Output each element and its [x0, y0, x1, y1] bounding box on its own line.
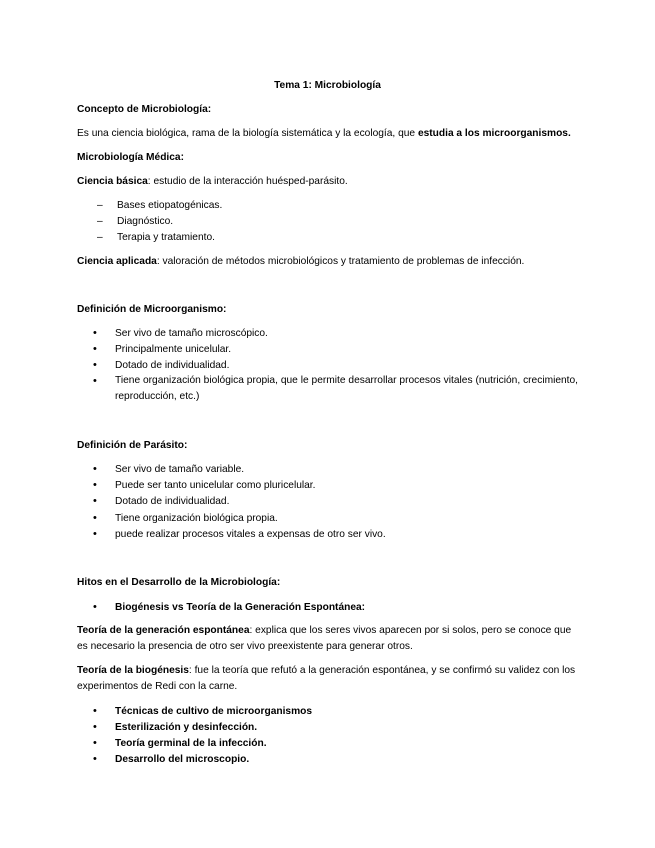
aplicada-paragraph [77, 255, 524, 268]
dash-marker: – [97, 216, 103, 227]
dash-marker: – [97, 232, 103, 243]
list-item-text: Diagnóstico. [117, 216, 174, 227]
list-item-text: Biogénesis vs Teoría de la Generación Espontánea: [115, 602, 366, 613]
basica-label: Ciencia básica [77, 176, 148, 187]
bullet-marker: • [93, 737, 97, 749]
bullet-marker: • [93, 601, 97, 613]
biogenesis-label: Teoría de la biogénesis [77, 665, 189, 676]
list-item-text: Teoría germinal de la infección. [115, 738, 267, 749]
list-item-text: Esterilización y desinfección. [115, 722, 258, 733]
concepto-text: Es una ciencia biológica, rama de la biología sistemática y la ecología, que [77, 128, 416, 139]
list-item-text: Puede ser tanto unicelular como pluricelular. [115, 480, 316, 491]
bullet-marker: • [93, 495, 97, 507]
list-item-text: Ser vivo de tamaño variable. [115, 464, 245, 475]
bullet-marker: • [93, 753, 97, 765]
dash-marker: – [97, 200, 103, 211]
list-item-text: Terapia y tratamiento. [117, 232, 215, 243]
espontanea-paragraph [77, 623, 578, 655]
espontanea-label: Teoría de la generación espontánea [77, 625, 250, 636]
aplicada-label: Ciencia aplicada [77, 256, 157, 267]
bullet-marker: • [93, 463, 97, 475]
concepto-bold: estudia a los microorganismos. [417, 128, 571, 139]
list-item-text: Principalmente unicelular. [115, 344, 232, 355]
hitos-heading: Hitos en el Desarrollo de la Microbiología: [77, 577, 281, 588]
espontanea-text: : explica que los seres vivos aparecen por si solos, pero se conoce que es necesario la presencia de otro ser vivo preexistente para generar otros. [77, 625, 572, 652]
list-item-text: Tiene organización biológica propia. [115, 513, 278, 524]
bullet-marker: • [93, 479, 97, 491]
bullet-marker: • [93, 721, 97, 733]
list-item-text: Dotado de individualidad. [115, 496, 230, 507]
list-item-text: Ser vivo de tamaño microscópico. [115, 328, 268, 339]
list-item [97, 199, 222, 212]
basica-text: : estudio de la interacción huésped-parásito. [147, 176, 348, 187]
bullet-marker: • [93, 705, 97, 717]
page-title: Tema 1: Microbiología [274, 80, 381, 91]
bullet-marker: • [93, 512, 97, 524]
list-item-text: Tiene organización biológica propia, que le permite desarrollar procesos vitales (nutrición, crecimiento, reproducción, etc.) [115, 375, 578, 402]
list-item-text: Técnicas de cultivo de microorganismos [115, 706, 313, 717]
parasito-heading: Definición de Parásito: [77, 440, 188, 451]
bullet-marker: • [93, 528, 97, 540]
bullet-marker: • [93, 359, 97, 371]
biogenesis-paragraph [77, 663, 578, 695]
concepto-heading: Concepto de Microbiología: [77, 104, 212, 115]
basica-paragraph [77, 175, 348, 188]
list-item [97, 231, 215, 244]
aplicada-text: : valoración de métodos microbiológicos y tratamiento de problemas de infección. [156, 256, 525, 267]
list-item-text: puede realizar procesos vitales a expensas de otro ser vivo. [115, 529, 386, 540]
list-item-text: Bases etiopatogénicas. [117, 200, 223, 211]
concepto-paragraph [77, 127, 571, 140]
bullet-marker: • [93, 375, 97, 387]
microorganismo-heading: Definición de Microorganismo: [77, 304, 227, 315]
medica-heading: Microbiología Médica: [77, 152, 184, 163]
bullet-marker: • [93, 343, 97, 355]
list-item-text: Dotado de individualidad. [115, 360, 230, 371]
list-item-text: Desarrollo del microscopio. [115, 754, 250, 765]
list-item [97, 215, 173, 228]
bullet-marker: • [93, 327, 97, 339]
biogenesis-text: : fue la teoría que refutó a la generación espontánea, y se confirmó su validez con los experimentos de Redi con la carne. [77, 665, 576, 692]
